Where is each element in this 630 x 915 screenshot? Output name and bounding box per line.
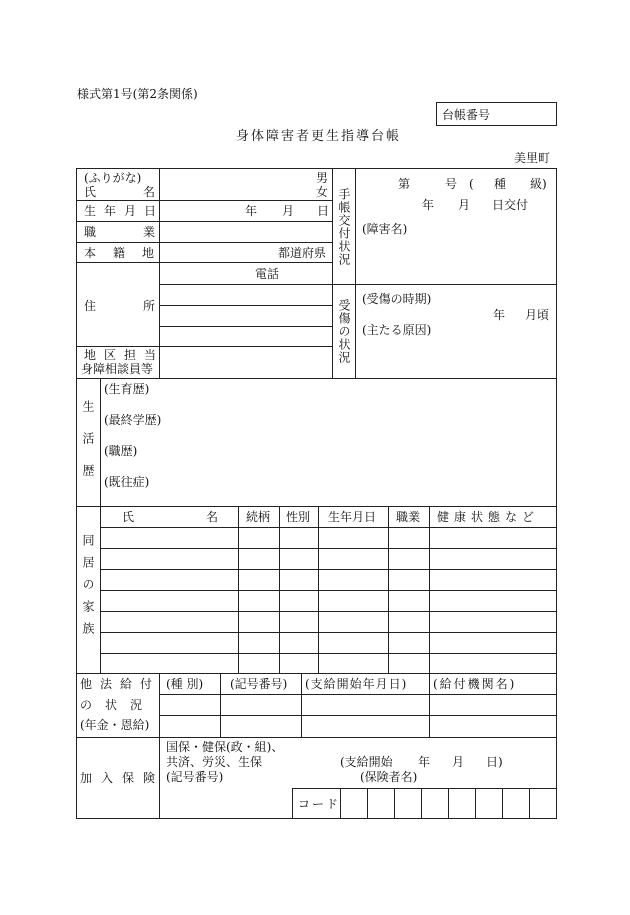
injury-month: 月頃 [525,308,550,322]
address-label-left: 住 [84,299,97,313]
family-col-sex: 性別 [286,510,311,524]
furigana-label: (ふりがな) [84,171,142,185]
benefits-col-start: (支給開始年月日) [305,677,408,691]
handbook-no-1: 第 [398,177,411,191]
family-col-birth: 生年月日 [328,510,377,524]
address-label-right: 所 [143,299,156,313]
form-id: 様式第1号(第2条関係) [77,87,198,101]
insurance-insurer: (保険者名) [360,770,418,784]
injury-time-label: (受傷の時期) [362,292,432,306]
birth-year: 年 [245,204,258,218]
benefits-col-type: (種 別) [166,677,204,691]
insurance-start: (支給開始 [340,755,393,769]
birthdate-label: 生年月日 [84,204,165,218]
handbook-grade-mid: 種 [494,177,507,191]
counselor-label: 身障相談員等 [81,362,154,376]
family-col-name-left: 氏 [122,510,135,524]
history-item-work: (職歴) [104,444,138,458]
town-name: 美里町 [514,151,551,165]
benefits-label-1: 他法給付 [80,677,161,691]
family-col-relation: 続柄 [246,510,271,524]
sex-male: 男 [316,171,329,185]
insurance-line-2: 共済、労災、生保 [166,755,263,769]
insurance-code-label: コード [298,797,341,811]
prefecture-label: 都道府県 [278,246,327,260]
insurance-start-year: 年 [418,755,431,769]
name-label-right: 名 [143,185,156,199]
job-label-right: 業 [143,225,156,239]
handbook-grade-open: ( [469,177,474,191]
name-label-left: 氏 [84,185,97,199]
history-item-education: (最終学歴) [104,413,162,427]
insurance-line-1: 国保・健保(政・組)、 [166,740,284,754]
insurance-start-month: 月 [452,755,465,769]
issued-day: 日交付 [492,198,529,212]
birth-day: 日 [317,204,330,218]
benefits-col-code: (記号番号) [230,677,288,691]
job-label-left: 職 [84,225,97,239]
handbook-grade-end: 級) [530,177,547,191]
ledger-number-label: 台帳番号 [442,108,491,122]
family-vertical-label: 同居の家族 [81,534,95,644]
ledger-number-box [436,102,557,126]
page-title: 身体障害者更生指導台帳 [236,129,402,144]
benefits-label-2: の状況 [80,698,156,712]
family-col-job: 職業 [396,510,421,524]
sex-female: 女 [316,185,329,199]
issued-year: 年 [422,198,435,212]
history-item-medical: (既往症) [104,475,150,489]
disability-name-label: (障害名) [362,222,408,236]
injury-year: 年 [493,308,506,322]
issued-month: 月 [458,198,471,212]
domicile-label: 本籍地 [84,246,172,260]
insurance-start-day: 日) [486,755,503,769]
family-col-name-right: 名 [206,510,219,524]
insurance-label: 加入保険 [80,771,165,785]
insurance-code-number: (記号番号) [166,770,224,784]
benefits-label-3: (年金・恩給) [80,718,150,732]
injury-cause-label: (主たる原因) [362,323,432,337]
district-label: 地区担当 [84,348,165,362]
benefits-col-agency: (給付機関名) [433,677,517,691]
handbook-vertical-label: 手帳交付状況 [337,188,351,266]
history-vertical-label: 生活歴 [81,400,95,496]
history-item-upbringing: (生育歴) [104,382,150,396]
injury-vertical-label: 受傷の状況 [337,299,351,364]
handbook-no-2: 号 [445,177,458,191]
phone-label: 電話 [255,267,280,281]
birth-month: 月 [282,204,295,218]
family-col-health: 健康状態など [437,510,540,524]
